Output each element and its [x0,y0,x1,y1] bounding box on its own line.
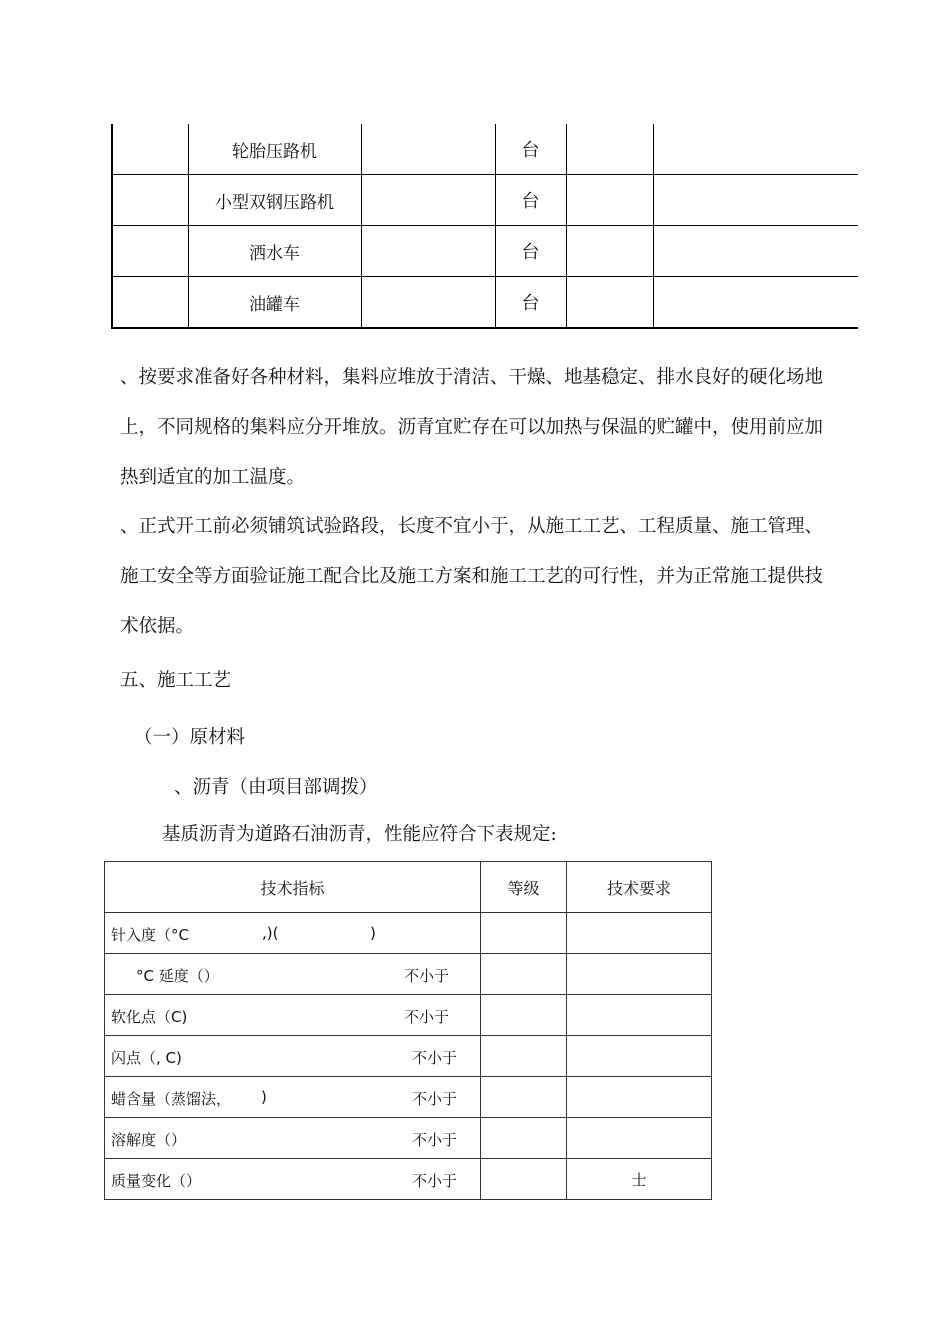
subsection-heading: （一）原材料 [134,727,246,748]
table-row [112,226,858,277]
paragraph-trial-section: 、正式开工前必须铺筑试验路段，长度不宜小于，从施工工艺、工程质量、施工管理、施工安全等方面验证施工配合比及施工方案和施工工艺的可行性，并为正常施工提供技术依据。 [120,516,824,637]
header-grade: 等级 [481,862,567,913]
indicator-label: 溶解度（） [111,1131,187,1149]
condition-label: 不小于 [412,1172,458,1190]
indicator-label: 针入度（°C [111,926,189,944]
equipment-name: 小型双钢压路机 [188,175,361,226]
requirement-value [567,1077,712,1118]
indicator-label-part: ,)( [262,924,279,942]
table-row [105,1159,712,1200]
table-row [105,913,712,954]
equipment-unit: 台 [495,175,566,226]
requirement-value [567,1118,712,1159]
paragraph-materials: 、按要求准备好各种材料，集料应堆放于清洁、干燥、地基稳定、排水良好的硬化场地上，不同规格的集料应分开堆放。沥青宜贮存在可以加热与保温的贮罐中，使用前应加热到适宜的加工温度。 [120,367,824,488]
indicator-label: 闪点（, C) [111,1049,182,1067]
equipment-name: 洒水车 [188,226,361,277]
indicator-label-part: ) [261,1088,267,1106]
indicator-label: °C 延度（） [136,967,219,985]
table-header-row [105,862,712,913]
equipment-table [111,124,858,329]
table-row [112,277,858,329]
indicator-label: 质量变化（） [111,1172,202,1190]
table-row [105,1118,712,1159]
indicator-label: 软化点（C) [111,1008,188,1026]
header-indicator: 技术指标 [105,862,481,913]
header-requirement: 技术要求 [567,862,712,913]
asphalt-spec-table [104,861,712,1200]
table-row [112,124,858,175]
requirement-value [567,995,712,1036]
condition-label: 不小于 [404,967,450,985]
table-row [105,1077,712,1118]
condition-label: 不小于 [412,1049,458,1067]
section-heading: 五、施工工艺 [120,670,232,691]
requirement-value [567,954,712,995]
condition-label: 不小于 [412,1090,458,1108]
table-row [112,175,858,226]
equipment-name: 轮胎压路机 [188,124,361,175]
equipment-unit: 台 [495,226,566,277]
equipment-name: 油罐车 [188,277,361,329]
table-row [105,1036,712,1077]
item-heading: 、沥青（由项目部调拨） [174,777,378,798]
requirement-value [567,913,712,954]
condition-label: 不小于 [404,1008,450,1026]
indicator-label-part: ) [370,924,376,942]
requirement-value: 士 [567,1159,712,1200]
requirement-value [567,1036,712,1077]
equipment-unit: 台 [495,277,566,329]
table-row [105,954,712,995]
table-intro: 基质沥青为道路石油沥青，性能应符合下表规定: [162,824,557,845]
condition-label: 不小于 [412,1131,458,1149]
equipment-unit: 台 [495,124,566,175]
table-row [105,995,712,1036]
indicator-label: 蜡含量（蒸馏法， [111,1090,232,1108]
